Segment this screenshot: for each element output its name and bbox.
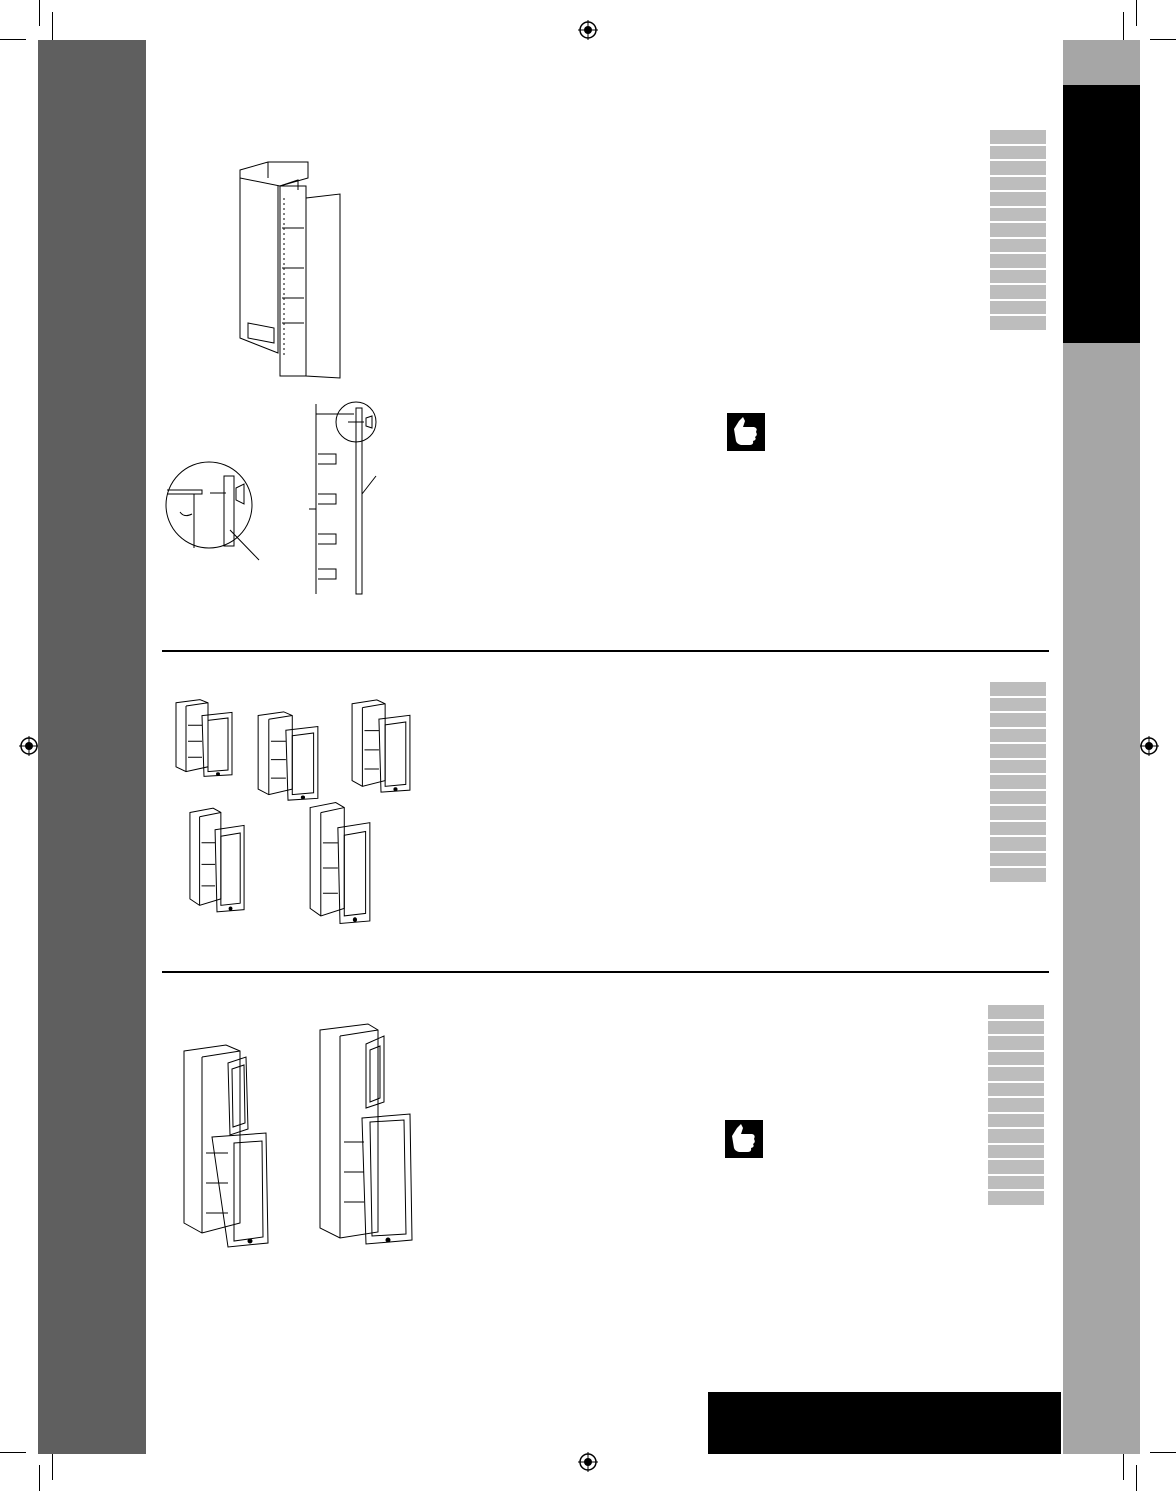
spec-row bbox=[990, 270, 1046, 284]
tall-pullout-cabinet-2 bbox=[318, 1022, 414, 1248]
spec-row bbox=[988, 1052, 1044, 1066]
spec-row bbox=[990, 254, 1046, 268]
spec-row bbox=[990, 837, 1046, 851]
variant-cabinet-2 bbox=[256, 710, 320, 802]
spec-row bbox=[990, 698, 1046, 712]
spec-row bbox=[990, 192, 1046, 206]
registration-mark-icon bbox=[578, 20, 598, 40]
thumbs-up-icon bbox=[725, 1120, 763, 1158]
thumbs-up-icon bbox=[727, 413, 765, 451]
spec-row bbox=[990, 806, 1046, 820]
spec-row bbox=[990, 791, 1046, 805]
spec-row bbox=[990, 775, 1046, 789]
spec-row bbox=[990, 146, 1046, 160]
spec-table bbox=[988, 1005, 1044, 1205]
spec-row bbox=[988, 1036, 1044, 1050]
spec-row bbox=[988, 1067, 1044, 1081]
spec-row bbox=[988, 1114, 1044, 1128]
spec-row bbox=[990, 822, 1046, 836]
spec-row bbox=[990, 853, 1046, 867]
spec-row bbox=[988, 1005, 1044, 1019]
variant-cabinet-5 bbox=[308, 800, 372, 926]
spec-row bbox=[990, 223, 1046, 237]
spec-row bbox=[990, 868, 1046, 882]
spec-table bbox=[990, 130, 1046, 330]
spec-row bbox=[990, 177, 1046, 191]
chapter-tab bbox=[1063, 85, 1140, 343]
spec-row bbox=[990, 760, 1046, 774]
registration-mark-icon bbox=[578, 1452, 598, 1472]
registration-mark-icon bbox=[1139, 736, 1159, 756]
cabinet-side-profile bbox=[306, 404, 386, 599]
spec-row bbox=[988, 1176, 1044, 1190]
pullout-cabinet-illustration bbox=[238, 158, 344, 378]
section-divider bbox=[162, 971, 1049, 973]
spec-row bbox=[988, 1145, 1044, 1159]
spec-table bbox=[990, 682, 1046, 882]
spec-row bbox=[988, 1021, 1044, 1035]
tall-pullout-cabinet-1 bbox=[182, 1043, 270, 1248]
spec-row bbox=[988, 1160, 1044, 1174]
spec-row bbox=[990, 729, 1046, 743]
door-mounting-detail bbox=[164, 460, 264, 570]
spec-row bbox=[990, 713, 1046, 727]
spec-row bbox=[990, 239, 1046, 253]
variant-cabinet-3 bbox=[350, 698, 412, 794]
left-margin-band bbox=[38, 40, 146, 1454]
spec-row bbox=[988, 1191, 1044, 1205]
spec-row bbox=[988, 1098, 1044, 1112]
section-divider bbox=[162, 650, 1049, 652]
spec-row bbox=[990, 130, 1046, 144]
spec-row bbox=[988, 1129, 1044, 1143]
spec-row bbox=[990, 161, 1046, 175]
footer-bar bbox=[708, 1392, 1061, 1454]
spec-row bbox=[990, 682, 1046, 696]
spec-row bbox=[990, 316, 1046, 330]
spec-row bbox=[990, 744, 1046, 758]
spec-row bbox=[990, 285, 1046, 299]
spec-row bbox=[990, 208, 1046, 222]
variant-cabinet-1 bbox=[174, 698, 234, 778]
variant-cabinet-4 bbox=[188, 806, 246, 914]
registration-mark-icon bbox=[19, 736, 39, 756]
spec-row bbox=[988, 1083, 1044, 1097]
spec-row bbox=[990, 301, 1046, 315]
